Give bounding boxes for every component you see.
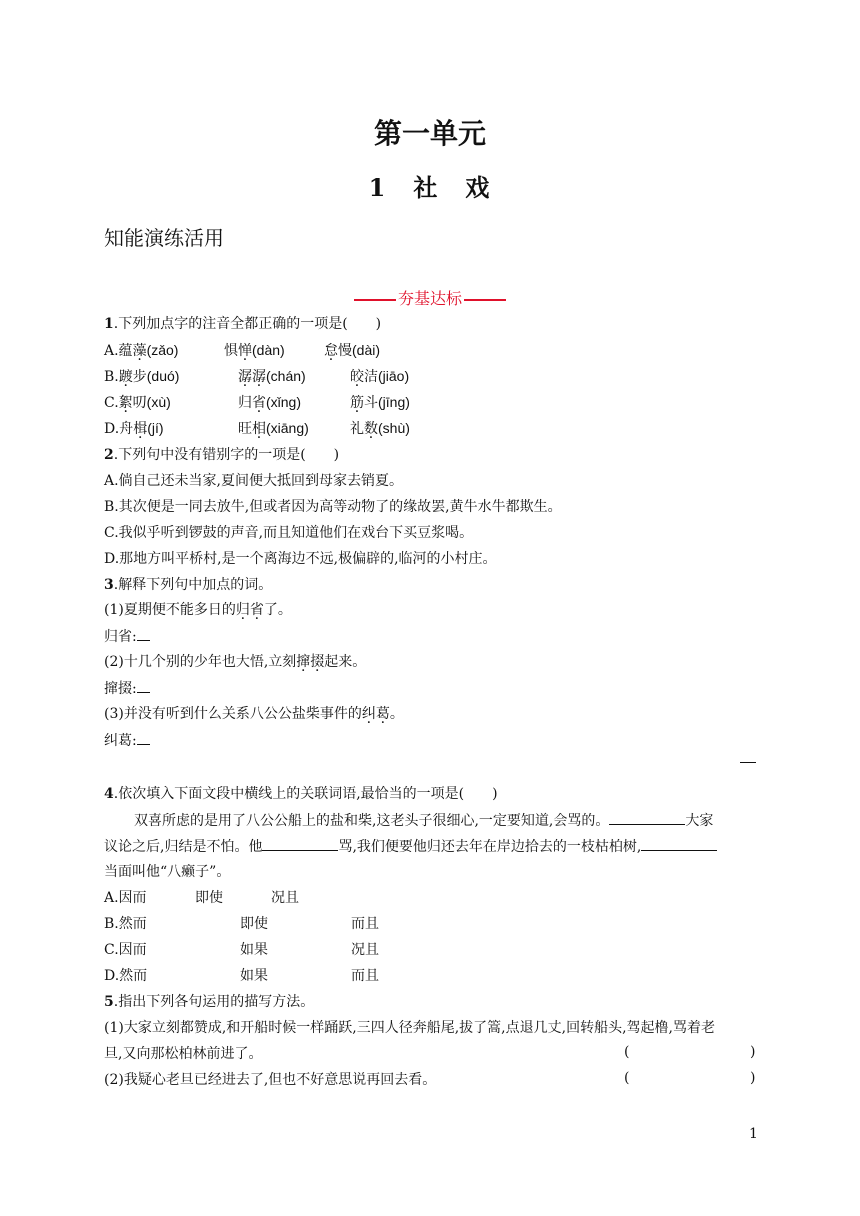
dotted-char: 筋 — [350, 395, 364, 411]
q5-number: 5 — [104, 994, 114, 1010]
text: 议论之后,归结是不怕。他 — [104, 839, 263, 855]
text: 双喜所虑的是用了八公公船上的盐和柴,这老头子很细心,一定要知道,会骂的。 — [134, 813, 610, 829]
q5-sentence-1-line-2: 旦,又向那松柏林前进了。 — [104, 1046, 263, 1062]
text: 惧 — [224, 343, 238, 359]
pinyin: (zǎo) — [146, 342, 179, 358]
text: 即使 — [240, 916, 268, 932]
text: 如果 — [240, 942, 268, 958]
q5-sentence-2: (2)我疑心老旦已经进去了,但也不好意思说再回去看。 — [104, 1072, 437, 1088]
q5-sentence-1-line-1: (1)大家立刻都赞成,和开船时候一样踊跃,三四人径奔船尾,拔了篙,点退几丈,回转船头,驾起橹,骂着老 — [104, 1020, 715, 1036]
q1-stem — [104, 314, 381, 334]
text: 纠葛: — [104, 733, 137, 749]
pinyin: 步(duó) — [132, 368, 180, 384]
banner-rule-right — [464, 299, 506, 301]
text: 归 — [238, 395, 252, 411]
lesson-title: 1 社 戏 — [368, 173, 492, 202]
pinyin: (xǐng) — [266, 394, 302, 410]
text: (1)夏期便不能多日的 — [104, 602, 236, 618]
text: 礼 — [350, 421, 364, 437]
q2-option-b: B.其次便是一同去放牛,但或者因为高等动物了的缘故罢,黄牛水牛都欺生。 — [104, 499, 562, 515]
pinyin: (xiāng) — [266, 420, 309, 436]
q1-option-d — [104, 418, 410, 439]
text: 况且 — [351, 942, 379, 958]
q2-stem — [104, 445, 339, 465]
section-heading: 知能演练活用 — [104, 226, 224, 250]
dotted-char: 踱 — [118, 369, 133, 385]
answer-blank[interactable] — [137, 732, 150, 745]
dotted-char: 掇 — [310, 654, 325, 670]
text: 而且 — [351, 916, 379, 932]
q2-option-c: C.我似乎听到锣鼓的声音,而且知道他们在戏台下买豆浆喝。 — [104, 525, 474, 541]
fill-blank-3[interactable] — [641, 836, 717, 851]
pinyin: 斗(jīng) — [364, 394, 410, 410]
q4-option-c — [104, 940, 379, 960]
dotted-char: 数 — [364, 421, 378, 437]
dotted-char: 归 — [235, 602, 250, 618]
dotted-char: 相 — [252, 421, 266, 437]
q2-option-d: D.那地方叫平桥村,是一个离海边不远,极偏辟的,临河的小村庄。 — [104, 551, 497, 567]
q1-text: .下列加点字的注音全都正确的一项是( ) — [113, 316, 382, 332]
q3-sentence-2 — [104, 652, 366, 672]
text: C. — [104, 395, 119, 411]
q3-answer-3 — [104, 731, 150, 751]
text: A.蕴 — [104, 343, 133, 359]
q1-option-c — [104, 392, 410, 413]
q4-number: 4 — [104, 786, 114, 802]
answer-paren-close: ) — [750, 1044, 756, 1060]
unit-title: 第一单元 — [373, 117, 486, 150]
q5-text: .指出下列各句运用的描写方法。 — [113, 994, 315, 1010]
dotted-char: 楫 — [133, 421, 148, 437]
text: 归省: — [104, 629, 137, 645]
divider-dash — [740, 762, 756, 763]
pinyin: (jí) — [147, 420, 164, 436]
q4-option-a — [104, 888, 299, 908]
pinyin: 叨(xù) — [132, 394, 171, 410]
q4-passage-line-3: 当面叫他“八癞子”。 — [104, 864, 231, 880]
dotted-char: 藻 — [132, 343, 147, 359]
q1-number: 1 — [104, 316, 114, 332]
q3-sentence-1 — [104, 600, 292, 620]
dotted-char: 皎 — [350, 369, 364, 385]
text: 如果 — [240, 968, 268, 984]
pinyin: (dàn) — [252, 342, 285, 358]
text: 大家 — [685, 813, 714, 829]
dotted-char: 絮 — [118, 395, 133, 411]
text: 。 — [389, 706, 404, 722]
answer-paren-close: ) — [750, 1070, 756, 1086]
banner-rule-left — [354, 299, 396, 301]
dotted-char: 省 — [252, 395, 266, 411]
text: B.然而 — [104, 916, 147, 932]
q3-answer-1 — [104, 627, 150, 647]
answer-blank[interactable] — [137, 680, 150, 693]
text: 起来。 — [324, 654, 367, 670]
fill-blank-2[interactable] — [262, 836, 338, 851]
text: 骂,我们便要他归还去年在岸边拾去的一枝枯柏树, — [338, 839, 642, 855]
answer-paren-open: ( — [624, 1070, 630, 1086]
q1-option-a — [104, 340, 380, 361]
text: 旺 — [238, 421, 252, 437]
dotted-char: 潺 — [238, 369, 252, 385]
q2-text: .下列句中没有错别字的一项是( ) — [113, 447, 340, 463]
q4-option-d — [104, 966, 379, 986]
q4-text: .依次填入下面文段中横线上的关联词语,最恰当的一项是( ) — [113, 786, 498, 802]
text: 即使 — [195, 890, 223, 906]
text: 了。 — [263, 602, 292, 618]
q3-stem — [104, 575, 272, 595]
pinyin: (chán) — [266, 368, 306, 384]
text: C.因而 — [104, 942, 147, 958]
fill-blank-1[interactable] — [609, 810, 685, 825]
pinyin: (shù) — [378, 420, 410, 436]
text: 撺掇: — [104, 681, 137, 697]
q2-number: 2 — [104, 447, 114, 463]
dotted-char: 省 — [249, 602, 264, 618]
q4-passage-line-1 — [134, 810, 713, 831]
pinyin: 洁(jiāo) — [364, 368, 410, 384]
answer-blank[interactable] — [137, 628, 150, 641]
q1-option-b — [104, 366, 409, 387]
text: D.然而 — [104, 968, 148, 984]
dotted-char: 怠 — [324, 343, 338, 359]
banner-label: 夯基达标 — [397, 289, 462, 308]
section-banner — [0, 286, 860, 309]
text: B. — [104, 369, 119, 385]
text: D.舟 — [104, 421, 134, 437]
text: 而且 — [351, 968, 379, 984]
text: (3)并没有听到什么关系八公公盐柴事件的 — [104, 706, 362, 722]
q3-answer-2 — [104, 679, 150, 699]
dotted-char: 葛 — [375, 706, 390, 722]
text: (2)十几个别的少年也大悟,立刻 — [104, 654, 297, 670]
answer-paren-open: ( — [624, 1044, 630, 1060]
pinyin: 慢(dài) — [338, 342, 381, 358]
q3-sentence-3 — [104, 704, 404, 724]
dotted-char: 惮 — [238, 343, 252, 359]
q4-option-b — [104, 914, 379, 934]
dotted-char: 纠 — [361, 706, 376, 722]
q5-stem — [104, 992, 314, 1012]
text: 况且 — [271, 890, 299, 906]
dotted-char: 潺 — [252, 369, 266, 385]
q4-passage-line-2 — [104, 836, 717, 857]
q3-number: 3 — [104, 577, 114, 593]
q2-option-a: A.倘自己还未当家,夏间便大抵回到母家去销夏。 — [104, 473, 404, 489]
text: A.因而 — [104, 890, 147, 906]
q4-stem — [104, 784, 498, 804]
page-number: 1 — [749, 1126, 758, 1142]
dotted-char: 撺 — [296, 654, 311, 670]
q3-text: .解释下列句中加点的词。 — [113, 577, 273, 593]
